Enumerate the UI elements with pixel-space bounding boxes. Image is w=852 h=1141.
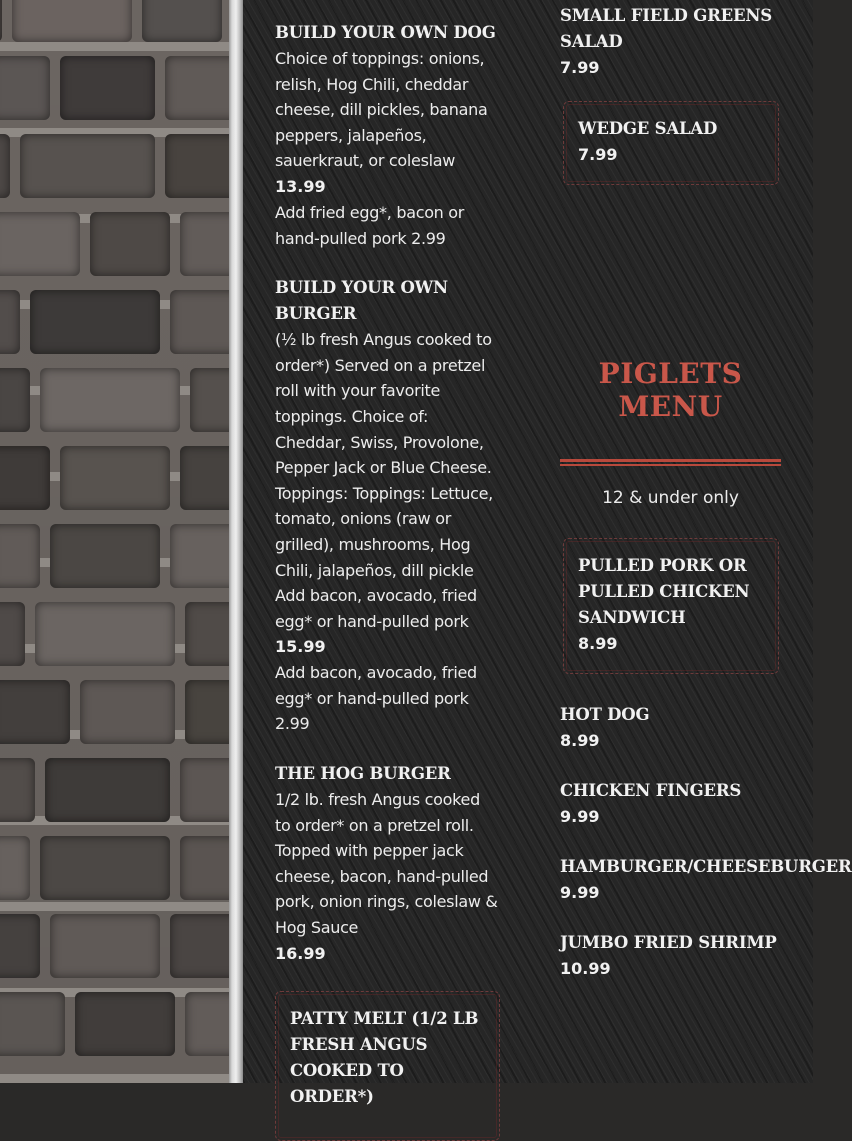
item-title: SMALL FIELD GREENS SALAD <box>560 6 772 51</box>
item-price: 7.99 <box>560 58 600 77</box>
menu-column-left <box>275 20 500 1141</box>
item-price: 8.99 <box>560 731 600 750</box>
item-title: HOT DOG <box>560 705 650 724</box>
item-description: Choice of toppings: onions, relish, Hog Chili, cheddar cheese, dill pickles, banana peppers, jalapeños, sauerkraut, or coleslaw <box>275 49 488 171</box>
brick-row <box>0 446 250 510</box>
brick-row <box>0 524 250 588</box>
brick-wall-background <box>0 0 229 1083</box>
heading-divider <box>560 459 781 466</box>
menu-item-build-your-own-dog <box>275 20 500 251</box>
item-price: 10.99 <box>560 959 611 978</box>
item-description: (½ lb fresh Angus cooked to order*) Served on a pretzel roll with your favorite toppings. Choice of: Cheddar, Swiss, Provolone, Pepper Jack or Blue Cheese. Toppings: Toppings: Lettuce, tomato, onions (raw or grilled), mushrooms, Hog Chili, jalapeños, dill pickle Add bacon, avocado, fried egg* or hand-pulled pork <box>275 330 493 631</box>
menu-panel <box>243 0 852 1106</box>
menu-item-hamburger-cheeseburger <box>560 854 852 906</box>
item-price: 13.99 <box>275 176 326 196</box>
item-title: WEDGE SALAD <box>578 119 718 138</box>
item-title: HAMBURGER/CHEESEBURGER <box>560 857 852 876</box>
age-note: 12 & under only <box>602 488 739 508</box>
item-price: 9.99 <box>560 807 600 826</box>
brick-row <box>0 212 250 276</box>
menu-item-chicken-fingers <box>560 778 820 830</box>
brick-row <box>0 134 245 198</box>
item-title: JUMBO FRIED SHRIMP <box>560 933 777 952</box>
menu-item-small-field-greens-salad <box>560 3 820 81</box>
menu-item-wedge-salad <box>563 101 779 185</box>
item-title: CHICKEN FINGERS <box>560 781 742 800</box>
brick-row <box>0 602 245 666</box>
menu-item-pulled-pork-sandwich <box>563 538 779 674</box>
menu-item-hot-dog <box>560 702 820 754</box>
item-price: 15.99 <box>275 637 326 657</box>
item-price: 7.99 <box>578 145 618 164</box>
item-title: THE HOG BURGER <box>275 764 451 784</box>
item-addon: Add bacon, avocado, fried egg* or hand-pulled pork 2.99 <box>275 663 477 734</box>
brick-row <box>0 290 250 354</box>
brick-row <box>0 0 222 42</box>
brick-row <box>0 680 255 744</box>
brick-row <box>0 914 250 978</box>
item-description: 1/2 lb. fresh Angus cooked to order* on a pretzel roll. Topped with pepper jack cheese, bacon, hand-pulled pork, onion rings, coleslaw & Hog Sauce <box>275 790 498 938</box>
divider-rail <box>229 0 243 1083</box>
brick-row <box>0 836 250 900</box>
menu-item-the-hog-burger <box>275 761 500 967</box>
menu-column-right <box>560 3 852 1006</box>
menu-item-build-your-own-burger <box>275 275 500 737</box>
item-title: PULLED PORK OR PULLED CHICKEN SANDWICH <box>578 556 750 627</box>
item-price: 9.99 <box>560 883 600 902</box>
menu-item-patty-melt <box>275 991 500 1141</box>
item-title: PATTY MELT (1/2 LB FRESH ANGUS COOKED TO ORDER*) <box>290 1008 479 1106</box>
section-heading: PIGLETS MENU <box>598 357 743 423</box>
brick-row <box>0 368 250 432</box>
item-price: 16.99 <box>275 943 326 963</box>
item-title: BUILD YOUR OWN BURGER <box>275 278 448 324</box>
item-price: 8.99 <box>578 634 618 653</box>
item-addon: Add fried egg*, bacon or hand-pulled pork 2.99 <box>275 202 465 248</box>
brick-row <box>0 56 245 120</box>
piglets-menu-header <box>560 357 781 508</box>
menu-item-jumbo-fried-shrimp <box>560 930 820 982</box>
brick-row <box>0 758 250 822</box>
brick-row <box>0 992 255 1056</box>
item-title: BUILD YOUR OWN DOG <box>275 23 496 42</box>
